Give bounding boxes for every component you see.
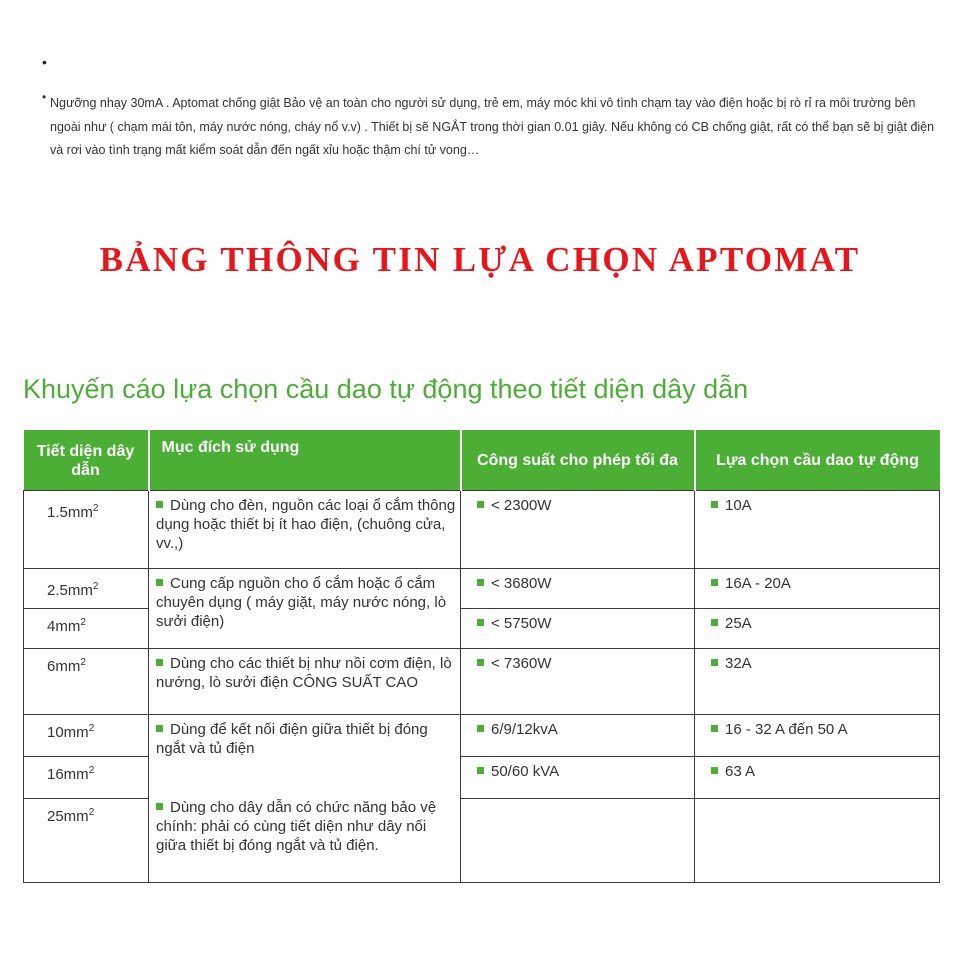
green-square-bullet-icon [711, 619, 718, 626]
table-row [24, 491, 940, 569]
unit-superscript: 2 [80, 617, 86, 628]
bullet-dot: • [42, 90, 47, 104]
bullet-dot: • [42, 54, 47, 70]
size-cell [24, 715, 149, 757]
choice-value: 63 A [725, 763, 756, 780]
purpose-text: Cung cấp nguồn cho ổ cắm hoặc ổ cắm chuyên dụng ( máy giặt, máy nước nóng, lò sưởi điện) [156, 575, 447, 630]
table-header-row [24, 430, 940, 491]
green-square-bullet-icon [477, 725, 484, 732]
choice-cell [695, 649, 940, 715]
green-square-bullet-icon [156, 725, 163, 732]
green-square-bullet-icon [477, 579, 484, 586]
header-purpose: Mục đích sử dụng [149, 430, 461, 491]
choice-value: 10A [725, 497, 752, 514]
unit-superscript: 2 [92, 503, 99, 514]
size-cell [24, 799, 149, 883]
intro-paragraph [42, 92, 947, 163]
choice-cell [695, 609, 940, 649]
table-row [24, 649, 940, 715]
choice-cell [695, 715, 940, 757]
unit-superscript: 2 [80, 657, 86, 668]
size-value: 25mm [47, 808, 89, 825]
purpose-text: Dùng cho đèn, nguồn các loại ổ cắm thông dụng hoặc thiết bị ít hao điện, (chuông cửa, vv.,) [156, 497, 456, 552]
power-value: 6/9/12kvA [491, 721, 558, 738]
unit-superscript: 2 [88, 807, 95, 818]
header-choice: Lựa chọn cầu dao tự động [695, 430, 940, 491]
power-cell [461, 757, 695, 799]
power-cell [461, 569, 695, 609]
recommendation-table [23, 430, 940, 883]
green-square-bullet-icon [156, 803, 163, 810]
green-square-bullet-icon [711, 659, 718, 666]
power-value: < 7360W [491, 655, 552, 672]
purpose-cell [149, 649, 461, 715]
choice-cell [695, 569, 940, 609]
size-cell [24, 491, 149, 569]
green-square-bullet-icon [711, 579, 718, 586]
size-cell [24, 649, 149, 715]
header-power: Công suất cho phép tối đa [461, 430, 695, 491]
purpose-cell [149, 715, 461, 883]
green-square-bullet-icon [477, 659, 484, 666]
header-size: Tiết diện dây dẫn [24, 430, 149, 491]
choice-cell [695, 799, 940, 883]
green-square-bullet-icon [711, 501, 718, 508]
choice-cell [695, 757, 940, 799]
power-cell [461, 799, 695, 883]
size-cell [24, 569, 149, 609]
power-value: < 5750W [491, 615, 552, 632]
size-cell [24, 757, 149, 799]
unit-superscript: 2 [88, 723, 95, 734]
purpose-text: Dùng để kết nối điện giữa thiết bị đóng ngắt và tủ điện [156, 721, 428, 757]
size-value: 6mm [47, 658, 81, 675]
green-square-bullet-icon [477, 767, 484, 774]
power-value: 50/60 kVA [491, 763, 560, 780]
choice-cell [695, 491, 940, 569]
green-square-bullet-icon [477, 619, 484, 626]
green-square-bullet-icon [711, 725, 718, 732]
purpose-text: Dùng cho dây dẫn có chức năng bảo vệ chính: phải có cùng tiết diện như dây nối giữa thiết bị đóng ngắt và tủ điện. [156, 799, 437, 854]
choice-value: 16 - 32 A đến 50 A [725, 721, 848, 738]
purpose-cell [149, 491, 461, 569]
size-value: 2.5mm [47, 582, 93, 599]
green-square-bullet-icon [711, 767, 718, 774]
size-value: 1.5mm [47, 504, 93, 521]
purpose-text: Dùng cho các thiết bị như nồi cơm điện, lò nướng, lò sưởi điện CÔNG SUẤT CAO [156, 655, 452, 691]
size-value: 16mm [47, 766, 89, 783]
size-cell [24, 609, 149, 649]
choice-value: 25A [725, 615, 752, 632]
green-square-bullet-icon [477, 501, 484, 508]
choice-value: 32A [725, 655, 752, 672]
table-row [24, 569, 940, 609]
table-row [24, 715, 940, 757]
section-title: Khuyến cáo lựa chọn cầu dao tự động theo tiết diện dây dẫn [23, 374, 749, 404]
green-square-bullet-icon [156, 501, 163, 508]
size-value: 10mm [47, 724, 89, 741]
purpose-cell [149, 569, 461, 649]
power-cell [461, 649, 695, 715]
choice-value: 16A - 20A [725, 575, 791, 592]
power-cell [461, 491, 695, 569]
power-cell [461, 715, 695, 757]
unit-superscript: 2 [88, 765, 95, 776]
page-title: BẢNG THÔNG TIN LỰA CHỌN APTOMAT [99, 240, 861, 279]
intro-text: Ngưỡng nhạy 30mA . Aptomat chống giật Bảo vệ an toàn cho người sử dụng, trẻ em, máy móc khi vô tình chạm tay vào điện hoặc bị rò rỉ ra môi trường bên ngoài như ( chạm mái tôn, máy nước nóng, cháy nổ v.v) . Thiết bị sẽ NGẮT trong thời gian 0.01 giây. Nếu không có CB chống giật, rất có thể bạn sẽ bị giật điện và rơi vào tình trạng mất kiểm soát dẫn đến ngất xỉu hoặc thậm chí tử vong… [50, 96, 935, 157]
power-value: < 2300W [491, 497, 552, 514]
green-square-bullet-icon [156, 659, 163, 666]
size-value: 4mm [47, 618, 81, 635]
unit-superscript: 2 [92, 581, 99, 592]
green-square-bullet-icon [156, 579, 163, 586]
power-cell [461, 609, 695, 649]
power-value: < 3680W [491, 575, 552, 592]
